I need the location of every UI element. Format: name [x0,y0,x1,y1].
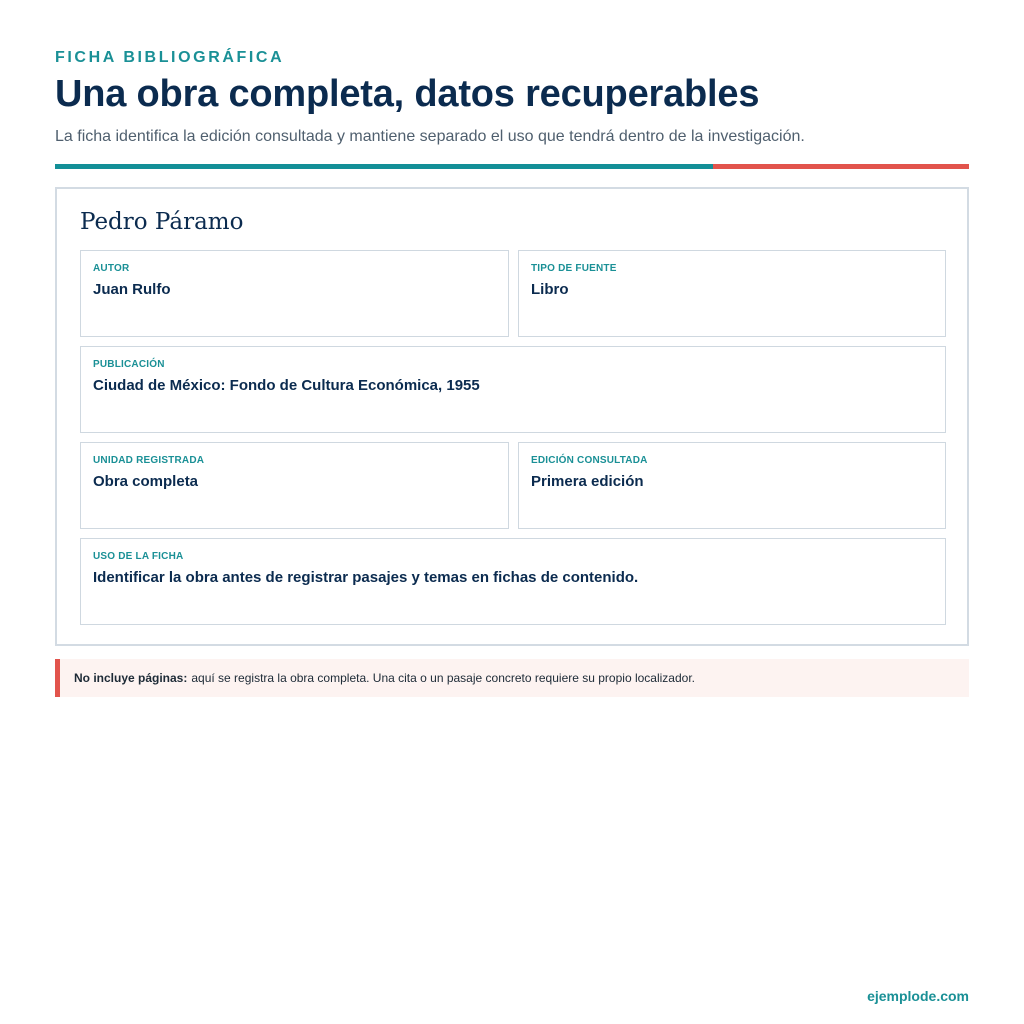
page-title: Una obra completa, datos recuperables [55,73,760,115]
field-value: Identificar la obra antes de registrar pasajes y temas en fichas de contenido. [93,569,639,586]
notice-text: aquí se registra la obra completa. Una cita o un pasaje concreto requiere su propio localizador. [191,671,695,685]
field-value: Obra completa [93,473,199,490]
field-edicion-consultada [518,442,946,529]
notice-strong: No incluye páginas: [74,671,188,685]
field-uso-de-la-ficha [80,538,946,625]
field-publicacion [80,346,946,433]
field-value: Ciudad de México: Fondo de Cultura Económica, 1955 [93,377,480,394]
field-label: PUBLICACIÓN [93,359,165,370]
field-label: USO DE LA FICHA [93,551,184,562]
field-autor [80,250,509,337]
notice-callout [55,659,969,697]
field-value: Juan Rulfo [93,281,171,298]
divider-teal-segment [55,164,713,169]
field-label: EDICIÓN CONSULTADA [531,455,648,466]
work-title: Pedro Páramo [80,209,244,235]
field-unidad-registrada [80,442,509,529]
field-label: TIPO DE FUENTE [531,263,617,274]
page-subtitle: La ficha identifica la edición consultada y mantiene separado el uso que tendrá dentro de la investigación. [55,128,805,145]
field-tipo-de-fuente [518,250,946,337]
divider-red-segment [713,164,969,169]
header-divider [55,164,969,169]
eyebrow-label: FICHA BIBLIOGRÁFICA [55,49,285,66]
field-label: AUTOR [93,263,130,274]
field-label: UNIDAD REGISTRADA [93,455,205,466]
bibliographic-card [55,187,969,646]
field-value: Primera edición [531,473,644,490]
footer-brand-link[interactable]: ejemplode.com [867,988,969,1004]
field-value: Libro [531,281,569,298]
